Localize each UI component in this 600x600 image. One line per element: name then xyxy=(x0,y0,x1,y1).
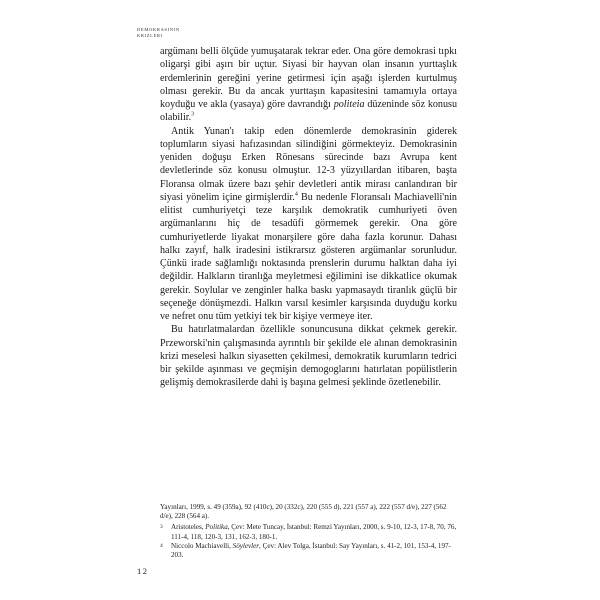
footnote-ref-3[interactable]: 3 xyxy=(191,111,195,118)
running-head-line-2: KRIZLERI xyxy=(137,33,163,38)
footnote-3 xyxy=(160,523,457,541)
paragraph-2-text-end: Bu nedenle Floransalı Machiavelli'nin elitist cumhuriyetçi teze karşılık demokratik cumhuriyeti öven argümanlarını hiç de tesadüfi görmemek gerekir. Ona göre cumhuriyetlerde liyakat monarşilere göre daha fazla korunur. Dahası halkı zayıf, halk iradesini istikrarsız gösteren argümanlar sorunludur. Çünkü irade sağlamlığı noktasında prenslerin durumu halktan daha iyi değildir. Halkların tiranlığa meyletmesi eğilimini ise dikkatlice okumak gerekir. Soylular ve zenginler halka baskı yapmasaydı tiranlık güçlü bir seçeneğe dönüşmezdi. Halkın varsıl kesimler karşısında duyduğu korku ve nefret onu tüm yetkiyi tek bir kişiye vermeye iter. xyxy=(160,191,457,322)
page-number: 12 xyxy=(137,566,149,576)
footnote-number: 4 xyxy=(160,542,163,549)
footnote-text xyxy=(171,523,456,540)
body-text xyxy=(160,45,457,390)
paragraph-2-text: Antik Yunan'ı takip eden dönemlerde demokrasinin giderek toplumların siyasi hafızasından silindiğini görmekteyiz. Demokrasinin yeniden doğuşu Erken Rönesans sürecinde bazı Avrupa kent devletlerinde söz konusu olmuştur. 12-3 yüzyıllardan itibaren, başta Floransa olmak üzere bazı şehir devletleri antik mirası canlandıran bir siyasi yönelim içine girmişlerdir. xyxy=(160,125,457,203)
footnote-continuation: Yayınları, 1999, s. 49 (359a), 92 (410c), 20 (332c), 220 (555 d), 221 (557 a), 222 (557 d/e), 227 (562 d/e), 228 (564 a). xyxy=(160,503,447,521)
paragraph-2 xyxy=(160,125,457,324)
footnote-title: Söylevler xyxy=(232,541,260,550)
paragraph-1 xyxy=(160,45,457,125)
footnote-ref-4[interactable]: 4 xyxy=(294,191,298,198)
footnote-text xyxy=(171,542,451,559)
paragraph-3: Bu hatırlatmalardan özellikle sonuncusuna dikkat çekmek gerekir. Przeworski'nin çalışmasında ayrıntılı bir şekilde ele alınan demokrasinin krizi meselesi halkın siyasetten çekilmesi, demokratik kurumların tedrici bir şekilde aşınması ve geçmişin demogoglarını hatırlatan popülistlerin gelişmiş demokrasilerde dahi iş başına gelmesi şeklinde özetlenebilir. xyxy=(160,324,457,389)
footnote-title: Politika xyxy=(205,523,228,532)
paragraph-1-italic-term: politeia xyxy=(333,99,365,110)
footnote-4 xyxy=(160,542,457,560)
footnote-number: 3 xyxy=(160,524,163,531)
running-head xyxy=(137,27,180,39)
paragraph-1-text: argümanı belli ölçüde yumuşatarak tekrar eder. Ona göre demokrasi tıpkı oligarşi gibi aşırı bir uçtur. Siyasi bir hayvan olan insanın yurttaşlık erdemlerinin gereğini yerine getirmesi için aşağı işlerden kurtulmuş olması gerekir. Bu da ancak yurttaşın kapasitesini tamamıyla ortaya koyduğu ve akla (yasaya) göre davrandığı xyxy=(160,46,457,110)
footnotes xyxy=(160,503,457,560)
footnote-author: Niccolo Machiavelli, xyxy=(171,541,233,550)
running-head-line-1: DEMOKRASININ xyxy=(137,27,180,32)
footnote-details: , Çev: Alev Tolga, İstanbul: Say Yayınları, s. 41-2, 101, 153-4, 197-203. xyxy=(171,541,451,560)
footnote-details: , Çev: Mete Tuncay, İstanbul: Remzi Yayınları, 2000, s. 9-10, 12-3, 17-8, 70, 76, 111-4, 118, 120-3, 131, 162-3, 180-1. xyxy=(171,523,457,541)
footnote-author: Aristoteles, xyxy=(171,523,206,532)
paragraph-1-text-end: düzeninde söz konusu olabilir. xyxy=(160,99,457,124)
